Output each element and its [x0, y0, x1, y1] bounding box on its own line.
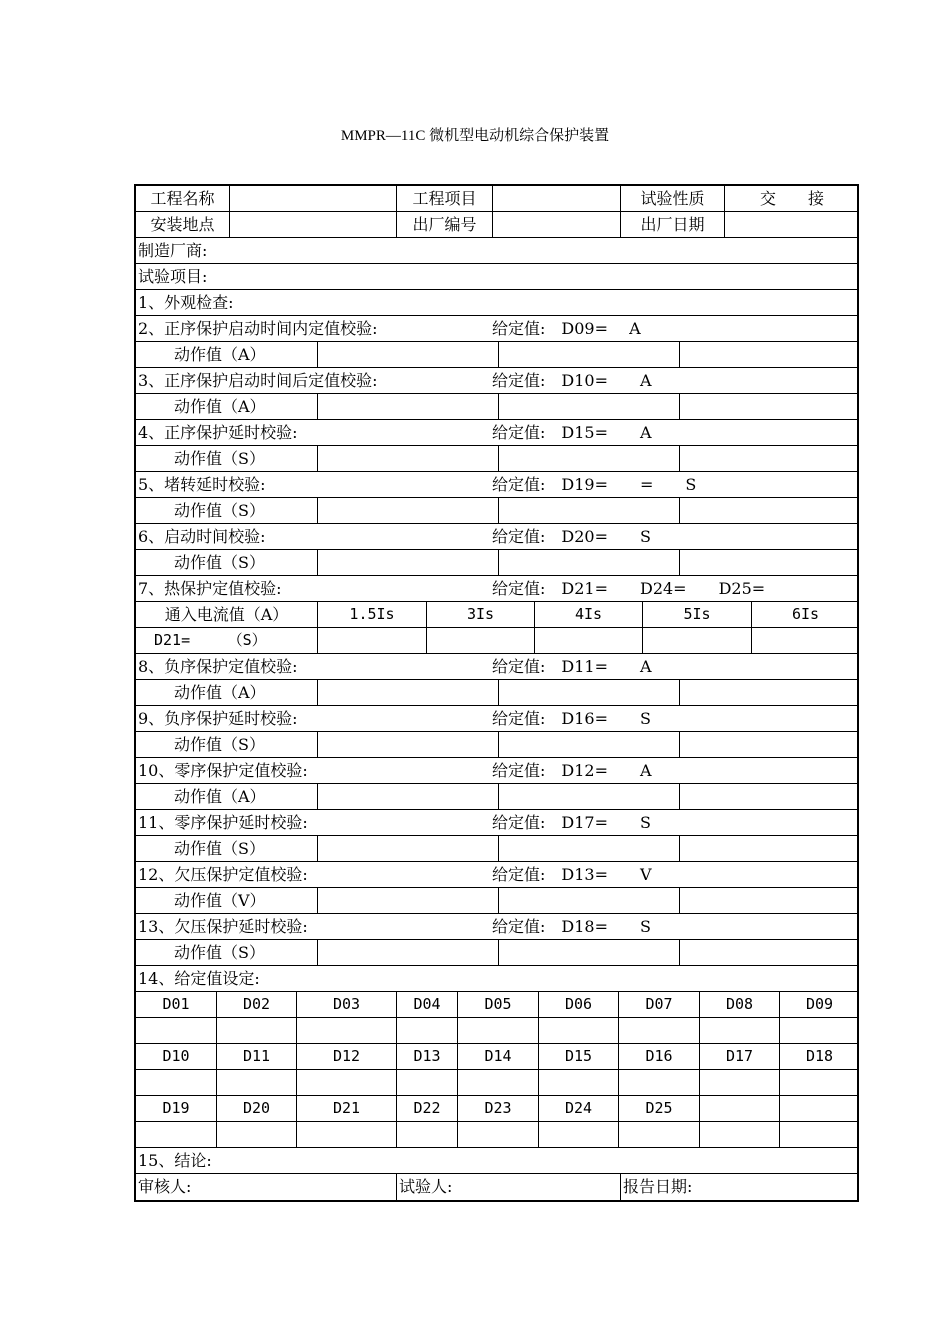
section-heading: 10、零序保护定值校验:: [138, 761, 308, 780]
setting-value-field[interactable]: [296, 1070, 396, 1095]
thermal-value-field[interactable]: [642, 628, 751, 653]
setting-code-label: D14: [457, 1044, 538, 1069]
tester-label: 试验人:: [396, 1174, 620, 1200]
setting-code-label: D11: [216, 1044, 296, 1069]
thermal-column-header: 3Is: [426, 602, 534, 627]
factory-date-label: 出厂日期: [620, 212, 724, 237]
section-heading: 9、负序保护延时校验:: [138, 709, 298, 728]
action-row: [136, 498, 857, 524]
setting-code-label: D03: [296, 992, 396, 1017]
action-value-field-1[interactable]: [317, 940, 498, 965]
setting-code-label: D08: [699, 992, 779, 1017]
setting-value-field[interactable]: [296, 1018, 396, 1043]
section-setting: 给定值: D19= = S: [492, 475, 697, 494]
setting-value-field[interactable]: [699, 1070, 779, 1095]
action-value-field-1[interactable]: [317, 784, 498, 809]
action-value-field-3[interactable]: [679, 342, 859, 367]
section-heading: 2、正序保护启动时间内定值校验:: [138, 319, 378, 338]
thermal-column-header: 1.5Is: [317, 602, 426, 627]
action-value-field-2[interactable]: [498, 394, 679, 419]
setting-code-label: D23: [457, 1096, 538, 1121]
reviewer-label: 审核人:: [138, 1177, 192, 1196]
section-row: [136, 706, 857, 732]
action-row: [136, 888, 857, 914]
setting-code-label: D19: [162, 1099, 190, 1117]
section-row: [136, 290, 857, 316]
action-value-field-2[interactable]: [498, 732, 679, 757]
setting-value-field[interactable]: [457, 1018, 538, 1043]
manufacturer-label: 制造厂商:: [138, 241, 208, 260]
action-value-field-2[interactable]: [498, 342, 679, 367]
thermal-column-header: 4Is: [534, 602, 642, 627]
manufacturer-row: [136, 238, 857, 264]
setting-value-field[interactable]: [779, 1018, 859, 1043]
header-row-1: [136, 186, 857, 212]
action-value-field-1[interactable]: [317, 498, 498, 523]
setting-code-label: D18: [779, 1044, 859, 1069]
section-setting: 给定值: D09= A: [492, 319, 641, 338]
setting-value-field[interactable]: [396, 1070, 457, 1095]
setting-code-label: D17: [699, 1044, 779, 1069]
section-row: [136, 758, 857, 784]
project-name-field[interactable]: [229, 186, 396, 211]
setting-value-field[interactable]: [779, 1070, 859, 1095]
action-row: [136, 342, 857, 368]
action-row: [136, 550, 857, 576]
action-value-field-3[interactable]: [679, 836, 859, 861]
settings-title: 14、给定值设定:: [138, 969, 260, 988]
action-row: [136, 394, 857, 420]
thermal-value-field[interactable]: [534, 628, 642, 653]
action-value-field-3[interactable]: [679, 394, 859, 419]
serial-no-field[interactable]: [492, 212, 620, 237]
thermal-column-header: 6Is: [751, 602, 859, 627]
action-value-field-2[interactable]: [498, 940, 679, 965]
thermal-d21-label: D21= （S）: [154, 631, 267, 649]
action-row: [136, 836, 857, 862]
action-value-label: 动作值（S）: [174, 943, 265, 962]
install-site-field[interactable]: [229, 212, 396, 237]
project-name-label: 工程名称: [150, 189, 215, 208]
section-row: [136, 472, 857, 498]
test-report-form: [134, 184, 859, 1202]
conclusion-label: 15、结论:: [138, 1151, 212, 1170]
settings-label-row: [136, 1096, 857, 1122]
serial-no-label: 出厂编号: [396, 212, 492, 237]
section-heading: 6、启动时间校验:: [138, 527, 266, 546]
thermal-d21-row: [136, 628, 857, 654]
action-row: [136, 732, 857, 758]
section-heading: 8、负序保护定值校验:: [138, 657, 298, 676]
thermal-value-field[interactable]: [317, 628, 426, 653]
setting-code-label: D15: [538, 1044, 618, 1069]
project-item-field[interactable]: [492, 186, 620, 211]
section-setting: 给定值: D17= S: [492, 813, 651, 832]
setting-value-field[interactable]: [216, 1070, 296, 1095]
action-value-label: 动作值（S）: [174, 501, 265, 520]
factory-date-field[interactable]: [724, 212, 859, 237]
section-heading: 12、欠压保护定值校验:: [138, 865, 308, 884]
setting-value-field[interactable]: [699, 1122, 779, 1147]
section-row: [136, 420, 857, 446]
settings-label-row: [136, 1044, 857, 1070]
setting-value-field[interactable]: [136, 1122, 216, 1147]
setting-code-label: D01: [162, 995, 190, 1013]
section-setting: 给定值: D12= A: [492, 761, 652, 780]
setting-code-label: D21: [296, 1096, 396, 1121]
action-row: [136, 680, 857, 706]
action-value-field-3[interactable]: [679, 732, 859, 757]
action-value-field-1[interactable]: [317, 836, 498, 861]
action-value-label: 动作值（A）: [174, 787, 266, 806]
action-value-field-2[interactable]: [498, 888, 679, 913]
settings-label-row: [136, 992, 857, 1018]
action-value-field-3[interactable]: [679, 498, 859, 523]
action-value-field-2[interactable]: [498, 498, 679, 523]
action-value-label: 动作值（A）: [174, 345, 266, 364]
section-setting: 给定值: D10= A: [492, 371, 652, 390]
section-row: [136, 914, 857, 940]
action-value-label: 动作值（S）: [174, 839, 265, 858]
action-value-field-1[interactable]: [317, 888, 498, 913]
section-setting: 给定值: D18= S: [492, 917, 651, 936]
test-nature-label: 试验性质: [620, 186, 724, 211]
setting-value-field[interactable]: [618, 1070, 699, 1095]
setting-value-field[interactable]: [136, 1018, 216, 1043]
setting-code-label: D07: [618, 992, 699, 1017]
setting-code-label: D12: [296, 1044, 396, 1069]
section-row: [136, 524, 857, 550]
action-value-label: 动作值（V）: [174, 891, 266, 910]
setting-code-label: D05: [457, 992, 538, 1017]
setting-code-label: D22: [396, 1096, 457, 1121]
action-row: [136, 784, 857, 810]
settings-value-row: [136, 1070, 857, 1096]
setting-code-label: D20: [216, 1096, 296, 1121]
section-heading: 4、正序保护延时校验:: [138, 423, 298, 442]
setting-value-field[interactable]: [216, 1018, 296, 1043]
action-value-label: 动作值（S）: [174, 449, 265, 468]
setting-code-label: [699, 1096, 779, 1121]
action-value-field-2[interactable]: [498, 784, 679, 809]
action-value-field-1[interactable]: [317, 394, 498, 419]
section-setting: 给定值: D21= D24= D25=: [492, 579, 766, 598]
header-row-2: [136, 212, 857, 238]
setting-value-field[interactable]: [779, 1122, 859, 1147]
section-row: [136, 654, 857, 680]
action-value-field-1[interactable]: [317, 680, 498, 705]
section-row: [136, 576, 857, 602]
setting-value-field[interactable]: [618, 1122, 699, 1147]
setting-code-label: D02: [216, 992, 296, 1017]
section-setting: 给定值: D11= A: [492, 657, 652, 676]
section-setting: 给定值: D20= S: [492, 527, 651, 546]
action-value-field-3[interactable]: [679, 940, 859, 965]
action-value-field-3[interactable]: [679, 888, 859, 913]
action-value-field-3[interactable]: [679, 446, 859, 471]
action-value-field-1[interactable]: [317, 446, 498, 471]
section-row: [136, 368, 857, 394]
settings-value-row: [136, 1018, 857, 1044]
setting-code-label: D16: [618, 1044, 699, 1069]
section-heading: 7、热保护定值校验:: [138, 579, 282, 598]
action-value-field-1[interactable]: [317, 342, 498, 367]
action-value-field-3[interactable]: [679, 550, 859, 575]
setting-code-label: D25: [618, 1096, 699, 1121]
setting-value-field[interactable]: [296, 1122, 396, 1147]
setting-value-field[interactable]: [457, 1122, 538, 1147]
section-setting: 给定值: D13= V: [492, 865, 652, 884]
action-value-field-3[interactable]: [679, 680, 859, 705]
setting-value-field[interactable]: [618, 1018, 699, 1043]
thermal-current-label: 通入电流值（A）: [164, 605, 289, 624]
action-value-field-3[interactable]: [679, 784, 859, 809]
setting-value-field[interactable]: [216, 1122, 296, 1147]
action-value-field-2[interactable]: [498, 680, 679, 705]
setting-value-field[interactable]: [699, 1018, 779, 1043]
settings-title-row: [136, 966, 857, 992]
test-nature-value: 交 接: [724, 186, 859, 211]
thermal-value-field[interactable]: [426, 628, 534, 653]
conclusion-row: [136, 1148, 857, 1174]
section-row: [136, 316, 857, 342]
setting-code-label: D04: [396, 992, 457, 1017]
setting-value-field[interactable]: [396, 1122, 457, 1147]
section-setting: 给定值: D15= A: [492, 423, 652, 442]
setting-value-field[interactable]: [538, 1070, 618, 1095]
setting-code-label: D10: [162, 1047, 190, 1065]
thermal-value-field[interactable]: [751, 628, 859, 653]
setting-value-field[interactable]: [457, 1070, 538, 1095]
setting-code-label: D06: [538, 992, 618, 1017]
setting-value-field[interactable]: [136, 1070, 216, 1095]
test-items-label: 试验项目:: [138, 267, 208, 286]
project-item-label: 工程项目: [396, 186, 492, 211]
setting-value-field[interactable]: [396, 1018, 457, 1043]
setting-code-label: D24: [538, 1096, 618, 1121]
action-value-field-1[interactable]: [317, 550, 498, 575]
setting-code-label: D13: [396, 1044, 457, 1069]
setting-value-field[interactable]: [538, 1018, 618, 1043]
signature-row: [136, 1174, 857, 1200]
action-value-field-2[interactable]: [498, 836, 679, 861]
section-setting: 给定值: D16= S: [492, 709, 651, 728]
section-row: [136, 862, 857, 888]
section-heading: 13、欠压保护延时校验:: [138, 917, 308, 936]
action-row: [136, 940, 857, 966]
test-items-row: [136, 264, 857, 290]
section-row: [136, 810, 857, 836]
section-heading: 1、外观检查:: [138, 293, 234, 312]
report-date-label: 报告日期:: [620, 1174, 859, 1200]
action-value-label: 动作值（S）: [174, 735, 265, 754]
action-value-label: 动作值（A）: [174, 683, 266, 702]
document-title: MMPR—11C 微机型电动机综合保护装置: [340, 128, 610, 144]
install-site-label: 安装地点: [150, 215, 215, 234]
setting-code-label: D09: [779, 992, 859, 1017]
setting-code-label: [779, 1096, 859, 1121]
section-heading: 11、零序保护延时校验:: [138, 813, 308, 832]
action-value-field-2[interactable]: [498, 550, 679, 575]
action-value-label: 动作值（A）: [174, 397, 266, 416]
action-value-field-1[interactable]: [317, 732, 498, 757]
thermal-column-header: 5Is: [642, 602, 751, 627]
settings-value-row: [136, 1122, 857, 1148]
action-row: [136, 446, 857, 472]
section-heading: 3、正序保护启动时间后定值校验:: [138, 371, 378, 390]
thermal-current-row: [136, 602, 857, 628]
setting-value-field[interactable]: [538, 1122, 618, 1147]
section-heading: 5、堵转延时校验:: [138, 475, 266, 494]
action-value-label: 动作值（S）: [174, 553, 265, 572]
action-value-field-2[interactable]: [498, 446, 679, 471]
